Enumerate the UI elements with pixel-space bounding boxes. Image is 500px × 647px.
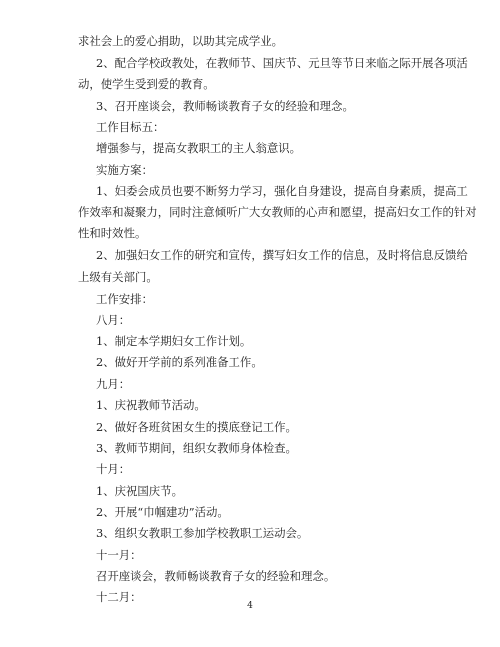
text-line: 3、召开座谈会，教师畅谈教育子女的经验和理念。 <box>96 99 354 113</box>
month-heading: 九月： <box>96 377 131 391</box>
text-line: 2、配合学校政教处，在教师节、国庆节、元旦等节日来临之际开展各项活 <box>96 56 468 70</box>
list-item: 2、开展“巾帼建功”活动。 <box>96 505 229 519</box>
page-number: 4 <box>247 601 253 611</box>
list-item: 1、庆祝国庆节。 <box>96 484 183 498</box>
text-line: 2、加强妇女工作的研究和宣传，撰写妇女工作的信息，及时将信息反馈给 <box>96 248 468 262</box>
list-item: 3、组织女教职工参加学校教职工运动会。 <box>96 526 309 540</box>
text-line: 求社会上的爱心捐助，以助其完成学业。 <box>78 34 284 48</box>
text-line: 1、妇委会成员也要不断努力学习，强化自身建设，提高自身素质，提高工 <box>96 184 468 198</box>
list-item: 2、做好各班贫困女生的摸底登记工作。 <box>96 420 297 434</box>
text-line: 上级有关部门。 <box>78 270 158 284</box>
month-heading: 十月： <box>96 462 131 476</box>
text-line: 增强参与，提高女教职工的主人翁意识。 <box>96 141 302 155</box>
list-item: 2、做好开学前的系列准备工作。 <box>96 355 263 369</box>
text-line: 性和时效性。 <box>78 226 147 240</box>
text-line: 召开座谈会，教师畅谈教育子女的经验和理念。 <box>96 569 336 583</box>
month-heading: 十二月： <box>96 590 142 604</box>
list-item: 1、庆祝教师节活动。 <box>96 398 206 412</box>
section-heading: 实施方案： <box>96 163 153 177</box>
section-heading: 工作目标五： <box>96 120 165 134</box>
month-heading: 十一月： <box>96 548 142 562</box>
text-line: 动，使学生受到爱的教育。 <box>78 77 215 91</box>
text-line: 作效率和凝聚力，同时注意倾听广大女教师的心声和愿望，提高妇女工作的针对 <box>78 205 477 219</box>
list-item: 3、教师节期间，组织女教师身体检查。 <box>96 441 297 455</box>
month-heading: 八月： <box>96 313 131 327</box>
list-item: 1、制定本学期妇女工作计划。 <box>96 334 252 348</box>
section-heading: 工作安排： <box>96 292 153 306</box>
